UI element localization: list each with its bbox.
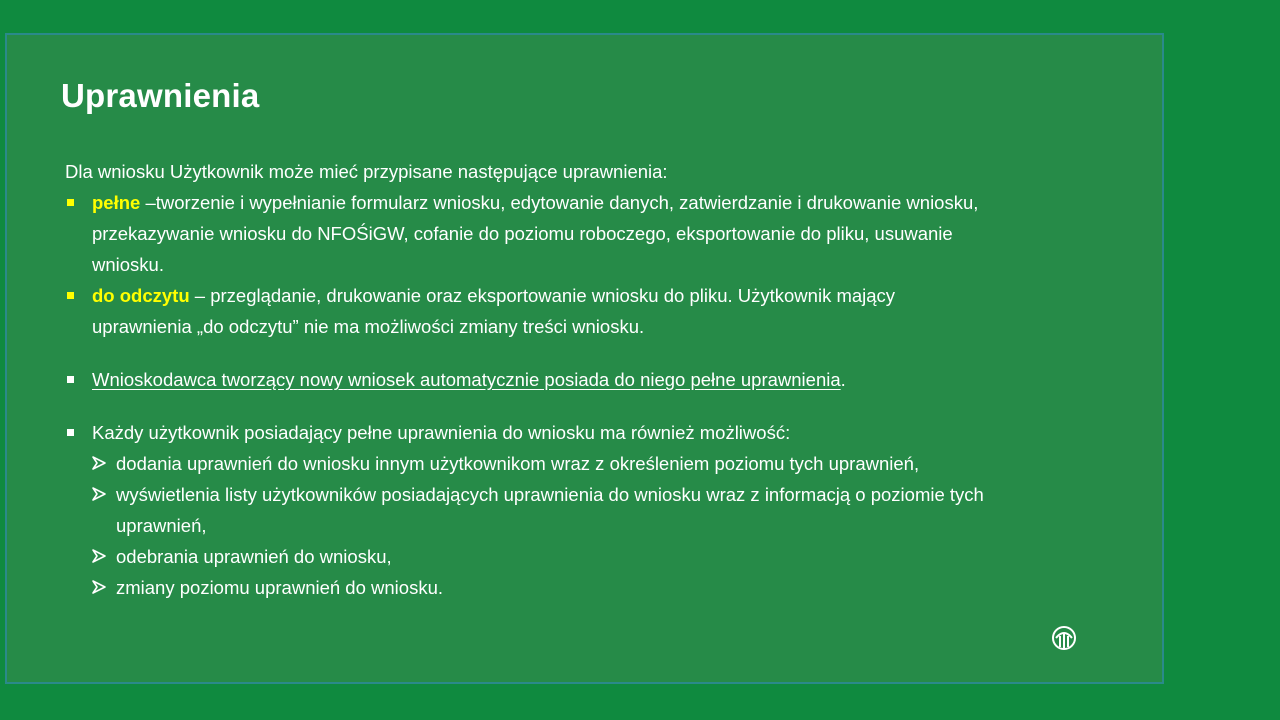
- creator-note: [65, 364, 985, 395]
- permission-full: [65, 187, 985, 280]
- capability-item: [65, 448, 985, 479]
- capability-item: [65, 479, 985, 541]
- capability-text: zmiany poziomu uprawnień do wniosku.: [116, 577, 444, 598]
- capability-item: [65, 572, 985, 603]
- full-user-intro-text: Każdy użytkownik posiadający pełne uprawnienia do wniosku ma również możliwość:: [92, 422, 791, 443]
- capability-text: odebrania uprawnień do wniosku,: [116, 546, 392, 567]
- permission-name: pełne: [92, 192, 141, 213]
- slide: [5, 33, 1164, 684]
- slide-content: [65, 156, 985, 603]
- permission-read: [65, 280, 985, 342]
- creator-note-period: .: [840, 369, 846, 390]
- square-bullet-icon: [67, 292, 74, 299]
- permission-name: do odczytu: [92, 285, 190, 306]
- square-bullet-icon: [67, 429, 74, 436]
- full-user-intro: [65, 417, 985, 448]
- slide-title: Uprawnienia: [61, 77, 260, 114]
- capability-text: dodania uprawnień do wniosku innym użytkownikom wraz z określeniem poziomu tych uprawnień,: [116, 453, 920, 474]
- permission-description: – przeglądanie, drukowanie oraz eksportowanie wniosku do pliku. Użytkownik mający uprawnienia „do odczytu” nie ma możliwości zmiany treści wniosku.: [92, 285, 896, 337]
- capability-text: wyświetlenia listy użytkowników posiadających uprawnienia do wniosku wraz z informacją o poziomie tych uprawnień,: [116, 484, 984, 536]
- permission-description: –tworzenie i wypełnianie formularz wniosku, edytowanie danych, zatwierdzanie i drukowanie wniosku, przekazywanie wniosku do NFOŚiGW, cofanie do poziomu roboczego, eksportowanie do pliku, usuwanie wniosku.: [92, 192, 979, 275]
- nfosigw-logo-icon: [1051, 625, 1077, 651]
- square-bullet-icon: [67, 376, 74, 383]
- creator-note-text: Wnioskodawca tworzący nowy wniosek automatycznie posiada do niego pełne uprawnienia: [92, 369, 841, 390]
- intro-text: Dla wniosku Użytkownik może mieć przypisane następujące uprawnienia:: [65, 161, 668, 182]
- square-bullet-icon: [67, 199, 74, 206]
- capability-item: [65, 541, 985, 572]
